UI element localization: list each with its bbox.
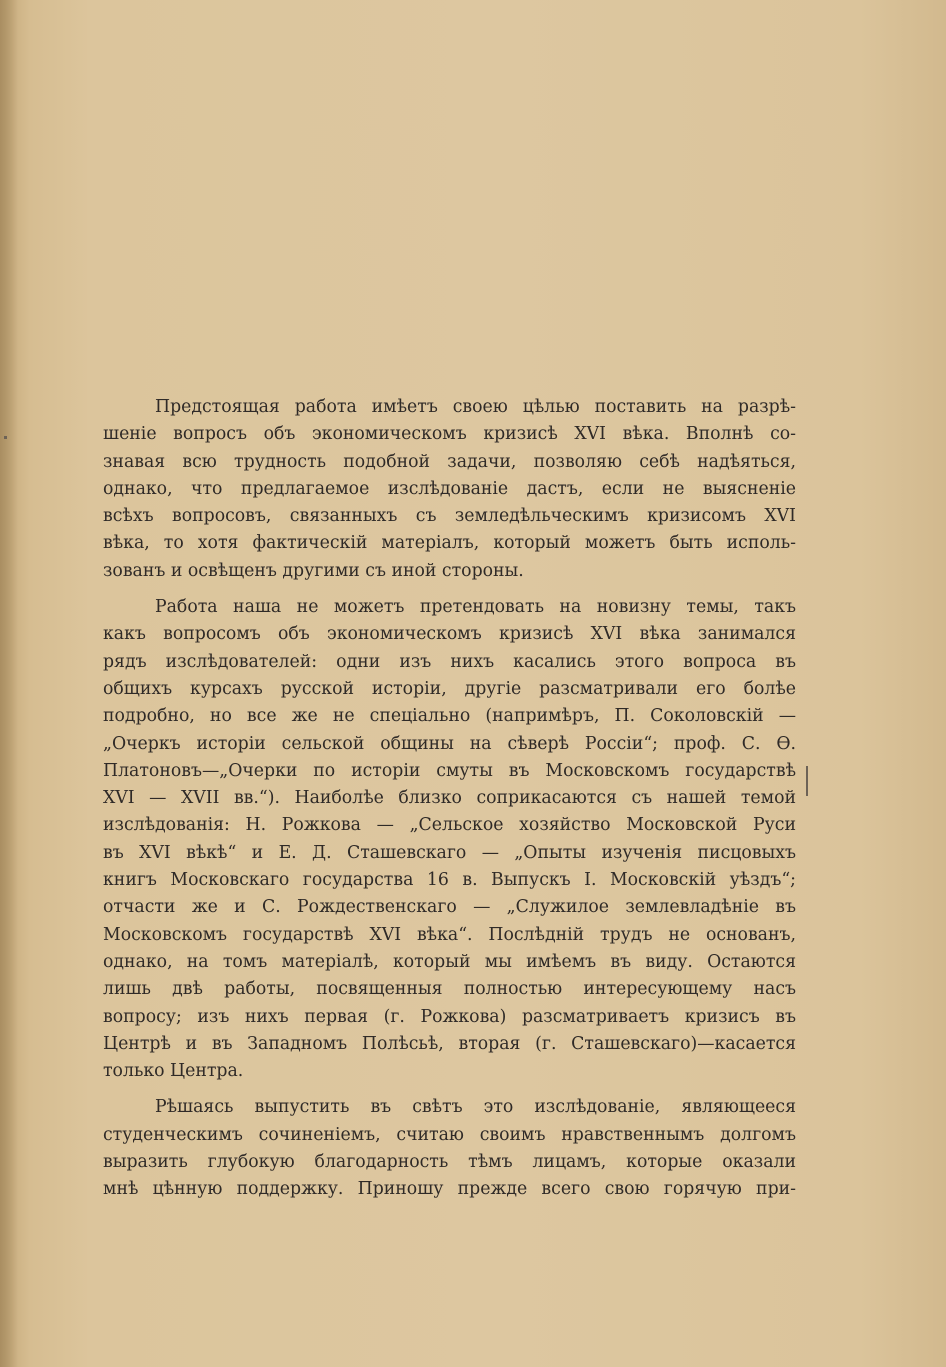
text-line: мнѣ цѣнную поддержку. Приношу прежде всего свою горячую при-: [103, 1179, 796, 1200]
text-line: шеніе вопросъ объ экономическомъ кризисѣ XVI вѣка. Вполнѣ со-: [103, 424, 796, 445]
text-line: лишь двѣ работы, посвященныя полностью интересующему насъ: [103, 979, 796, 1000]
text-line: рядъ изслѣдователей: одни изъ нихъ касались этого вопроса въ: [103, 651, 796, 672]
margin-mark: [806, 766, 808, 796]
text-line: вѣка, то хотя фактическій матеріалъ, который можетъ быть исполь-: [103, 533, 796, 554]
text-line: Предстоящая работа имѣетъ своею цѣлью поставить на разрѣ-: [155, 397, 796, 417]
paragraph-2: [103, 594, 796, 1085]
text-line: однако, на томъ матеріалѣ, который мы имѣемъ въ виду. Остаются: [103, 951, 796, 972]
body-text: [103, 394, 796, 1213]
text-line: изслѣдованія: Н. Рожкова — „Сельское хозяйство Московской Руси: [103, 815, 796, 836]
text-line: XVI — XVII вв.“). Наиболѣе близко соприкасаются съ нашей темой: [103, 788, 796, 809]
binding-shadow: [0, 0, 18, 1367]
text-line: Центрѣ и въ Западномъ Полѣсьѣ, вторая (г. Сташевскаго)—касается: [103, 1033, 796, 1054]
text-line: Работа наша не можетъ претендовать на новизну темы, такъ: [155, 597, 796, 618]
text-line: выразить глубокую благодарность тѣмъ лицамъ, которые оказали: [103, 1152, 796, 1173]
text-line: книгъ Московскаго государства 16 в. Выпускъ I. Московскій уѣздъ“;: [103, 870, 796, 891]
text-line: знавая всю трудность подобной задачи, позволяю себѣ надѣяться,: [103, 451, 796, 472]
text-line: подробно, но все же не спеціально (напримѣръ, П. Соколовскій —: [103, 706, 796, 727]
text-line: общихъ курсахъ русской исторіи, другіе разсматривали его болѣе: [103, 678, 796, 699]
text-line: вопросу; изъ нихъ первая (г. Рожкова) разсматриваетъ кризисъ въ: [103, 1006, 796, 1027]
text-line: отчасти же и С. Рождественскаго — „Служилое землевладѣніе въ: [103, 897, 796, 918]
text-line: Рѣшаясь выпустить въ свѣтъ это изслѣдованіе, являющееся: [155, 1097, 796, 1118]
paragraph-1: [103, 394, 796, 585]
paragraph-3: [103, 1094, 796, 1203]
text-line: студенческимъ сочиненіемъ, считаю своимъ нравственнымъ долгомъ: [103, 1124, 796, 1145]
text-line: Московскомъ государствѣ XVI вѣка“. Послѣдній трудъ не основанъ,: [103, 924, 796, 945]
text-line: зованъ и освѣщенъ другими съ иной стороны.: [103, 560, 524, 581]
text-line: въ XVI вѣкѣ“ и Е. Д. Сташевскаго — „Опыты изученія писцовыхъ: [103, 842, 796, 863]
margin-mark: [4, 436, 7, 439]
text-line: только Центра.: [103, 1061, 244, 1082]
text-line: „Очеркъ исторіи сельской общины на сѣверѣ Россіи“; проф. С. Ѳ.: [103, 733, 796, 754]
text-line: всѣхъ вопросовъ, связанныхъ съ земледѣльческимъ кризисомъ XVI: [103, 506, 796, 527]
text-line: однако, что предлагаемое изслѣдованіе дастъ, если не выясненіе: [103, 478, 796, 499]
text-line: Платоновъ—„Очерки по исторіи смуты въ Московскомъ государствѣ: [103, 760, 796, 781]
text-line: какъ вопросомъ объ экономическомъ кризисѣ XVI вѣка занимался: [103, 624, 796, 645]
